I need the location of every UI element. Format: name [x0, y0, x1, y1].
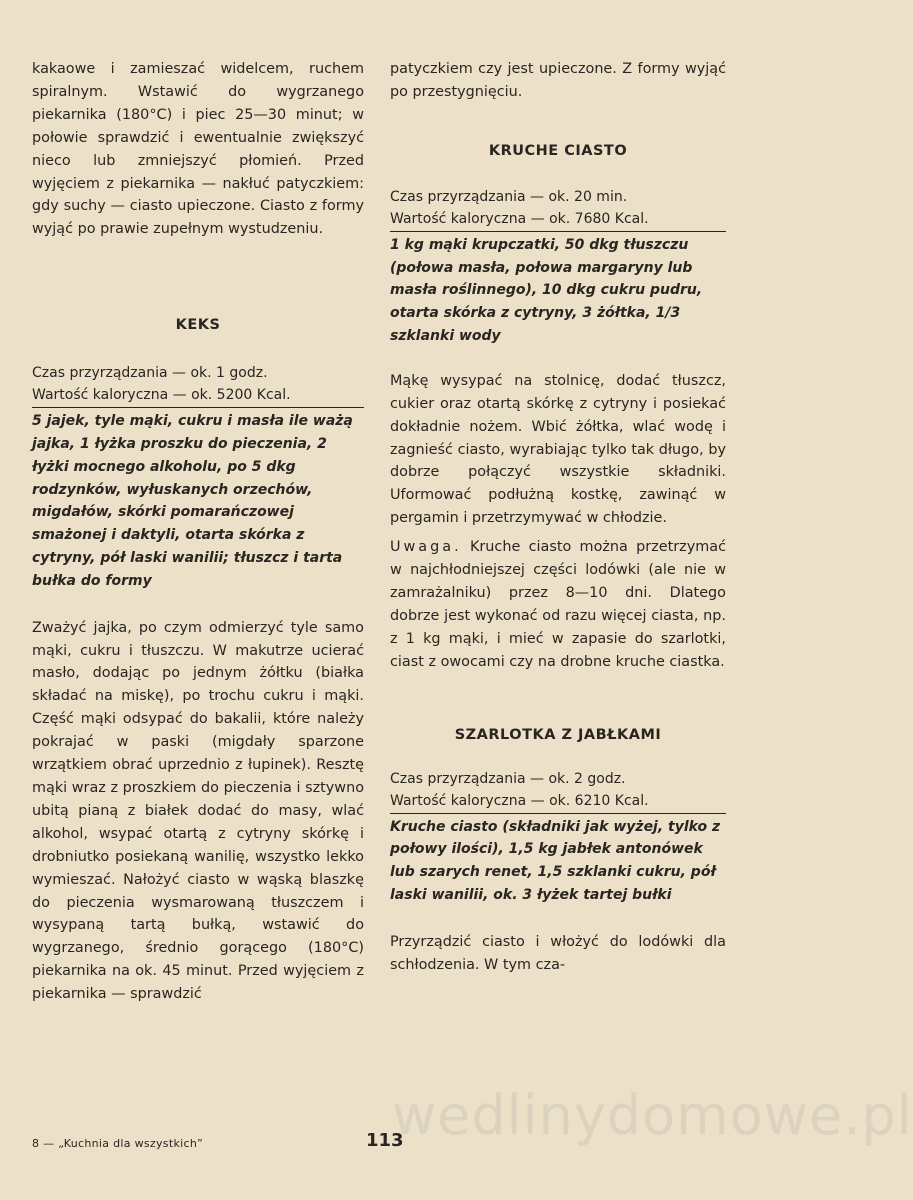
szarlotka-divider [390, 813, 726, 814]
szarlotka-method: Przyrządzić ciasto i włożyć do lodówki dla schłodzenia. W tym cza- [390, 933, 726, 973]
szarlotka-meta [390, 768, 726, 812]
page-number: 113 [366, 1130, 404, 1151]
keks-divider [32, 407, 364, 408]
keks-method: Zważyć jajka, po czym odmierzyć tyle samo mąki, cukru i tłuszczu. W makutrze ucierać masło, dodając po jednym żółtku (białka składać na miskę), po trochu cukru i mąki. Część mąki odsypać do bakalii, które należy pokrajać w paski (migdały sparzone wrzątkiem obrać uprzednio z łupinek). Resztę mąki wraz z proszkiem do pieczenia i sztywno ubitą pianą z białek dodać do masy, wlać alkohol, wsypać otartą z cytryny skórkę i drobniutko posiekaną wanilię, wszystko lekko wymieszać. Nałożyć ciasto w wąską blaszkę do pieczenia wysmarowaną tłuszczem i wysypaną tartą bułką, wstawić do wygrzanego, średnio gorącego (180°C) piekarnika na ok. 45 minut. Przed wyjęciem z piekarnika — sprawdzić [32, 619, 364, 1003]
left-column [32, 58, 364, 1006]
kruche-title: KRUCHE CIASTO [488, 142, 628, 159]
keks-recipe [32, 314, 364, 1006]
left-intro-text: kakaowe i zamieszać widelcem, ruchem spiralnym. Wstawić do wygrzanego piekarnika (180°C) i piec 25—30 minut; w połowie sprawdzić i ewentualnie zwiększyć nieco lub zmniejszyć płomień. Przed wyjęciem z piekarnika — nakłuć patyczkiem: gdy suchy — ciasto upieczone. Ciasto z formy wyjąć po prawie zupełnym wystudzeniu. [32, 61, 364, 238]
keks-title: KEKS [175, 317, 221, 334]
kruche-note [390, 536, 726, 673]
szarlotka-time: Czas przyrządzania — ok. 2 godz. [390, 770, 626, 787]
szarlotka-ingredients: Kruche ciasto (składniki jak wyżej, tylko z połowy ilości), 1,5 kg jabłek antonówek lub szarych renet, 1,5 szklanki cukru, pół laski wanilii, ok. 3 łyżek tartej bułki [390, 818, 721, 903]
szarlotka-title: SZARLOTKA Z JABŁKAMI [454, 726, 662, 743]
keks-calories: Wartość kaloryczna — ok. 5200 Kcal. [32, 387, 291, 404]
kruche-calories: Wartość kaloryczna — ok. 7680 Kcal. [390, 210, 649, 227]
kruche-method: Mąkę wysypać na stolnicę, dodać tłuszcz, cukier oraz otartą skórkę z cytryny i posiekać dokładnie nożem. Wbić żółtka, wlać wodę i zagnieść ciasto, wyrabiając tylko tak długo, by dobrze połączyć wszystkie składniki. Uformować podłużną kostkę, zawinąć w pergamin i przetrzymywać w chłodzie. [390, 372, 726, 527]
kruche-recipe [390, 140, 726, 674]
szarlotka-calories: Wartość kaloryczna — ok. 6210 Kcal. [390, 792, 649, 809]
szarlotka-recipe [390, 724, 726, 977]
kruche-time: Czas przyrządzania — ok. 20 min. [390, 188, 628, 205]
kruche-meta [390, 186, 726, 230]
kruche-ingredients: 1 kg mąki krupczatki, 50 dkg tłuszczu (połowa masła, połowa margaryny lub masła roślinnego), 10 dkg cukru pudru, otarta skórka z cytryny, 3 żółtka, 1/3 szklanki wody [390, 236, 703, 344]
kruche-note-text: Kruche ciasto można przetrzymać w najchłodniejszej części lodówki (ale nie w zamrażalniku) przez 8—10 dni. Dlatego dobrze jest wykonać od razu więcej ciasta, np. z 1 kg mąki, i mieć w zapasie do szarlotki, ciast z owocami czy na drobne kruche ciastka. [390, 539, 726, 670]
keks-meta [32, 362, 364, 406]
kruche-divider [390, 231, 726, 232]
right-column [390, 58, 726, 977]
keks-ingredients: 5 jajek, tyle mąki, cukru i masła ile ważą jajka, 1 łyżka proszku do pieczenia, 2 łyżki mocnego alkoholu, po 5 dkg rodzynków, wyłuskanych orzechów, migdałów, skórki pomarańczowej smażonej i daktyli, otarta skórka z cytryny, pół laski wanilii; tłuszcz i tarta bułka do formy [32, 413, 353, 589]
right-intro-text: patyczkiem czy jest upieczone. Z formy wyjąć po przestygnięciu. [390, 61, 726, 100]
keks-time: Czas przyrządzania — ok. 1 godz. [32, 365, 268, 382]
footer-signature: 8 — „Kuchnia dla wszystkich” [32, 1137, 204, 1150]
watermark-text: wedlinydomowe.pl [392, 1084, 913, 1147]
kruche-note-label: Uwaga. [390, 539, 462, 556]
